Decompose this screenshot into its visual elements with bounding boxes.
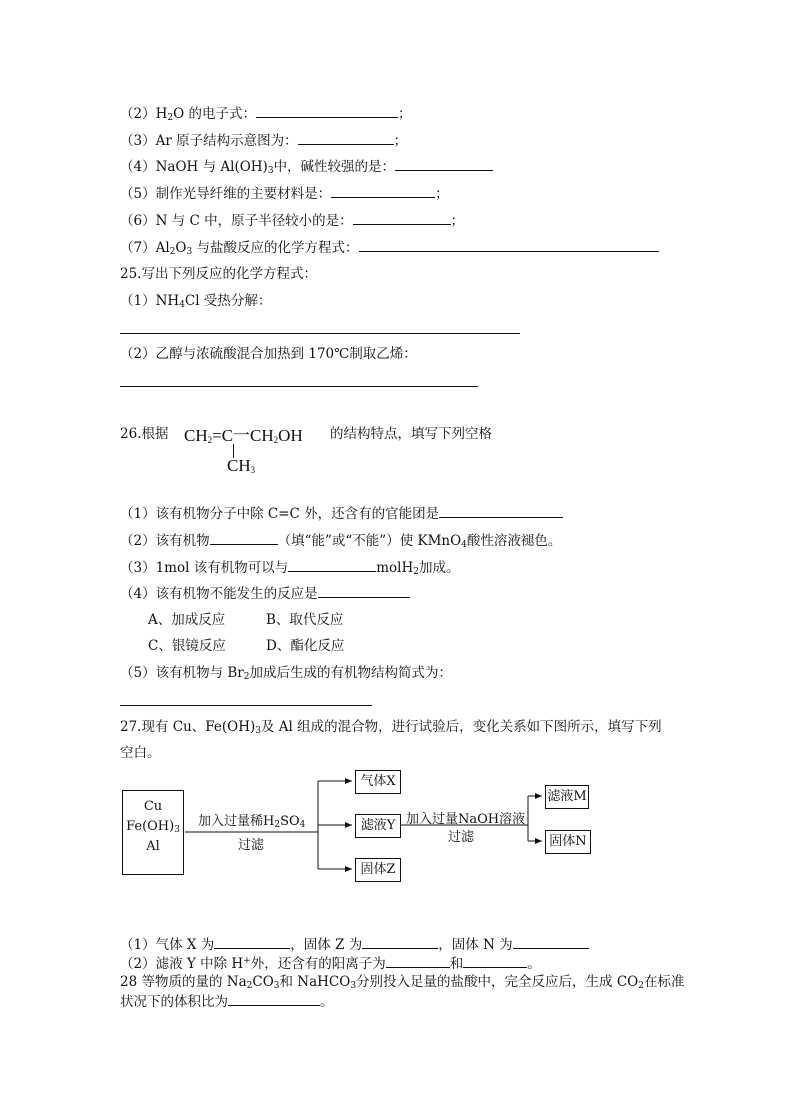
formula-part: CH xyxy=(227,456,251,475)
option-d: D、酯化反应 xyxy=(266,638,345,654)
reagent-sub: 4 xyxy=(299,820,306,830)
q26-i3-sub: 2 xyxy=(413,567,419,577)
formula-part: OH xyxy=(278,426,303,445)
q24-i7-post: 与盐酸反应的化学方程式： xyxy=(192,240,359,256)
q26-i2-mid: （填“能”或“不能”）使 KMnO xyxy=(277,533,462,549)
formula-part: CH xyxy=(184,426,208,445)
q24-i7-pre: （7）Al xyxy=(120,240,170,256)
q24-i3-text: （3）Ar 原子结构示意图为： xyxy=(120,133,298,149)
q28-line-1 xyxy=(120,973,685,991)
q27-i1-a: （1）气体 X 为 xyxy=(120,937,215,953)
answer-blank[interactable] xyxy=(362,935,438,949)
q27-line-2: 空白。 xyxy=(120,745,161,761)
q28-sub: 2 xyxy=(246,981,253,991)
q27-i1-c: ，固体 N 为 xyxy=(438,937,513,953)
reagent-sub: 2 xyxy=(274,820,281,830)
mixture-al: Al xyxy=(146,839,160,854)
solid-z-box: 固体Z xyxy=(355,858,401,882)
arrow2-reagent: 加入过量NaOH溶液 xyxy=(406,812,526,827)
mixture-feoh3 xyxy=(123,817,183,837)
q24-i5-text: （5）制作光导纤维的主要材料是： xyxy=(120,186,332,202)
q28-part: 在标准 xyxy=(644,974,685,990)
q24-i2-pre: （2）H xyxy=(120,106,168,122)
mixture-feoh-sub: 3 xyxy=(174,825,180,835)
q25-item-2: （2）乙醇与浓硫酸混合加热到 170℃制取乙烯： xyxy=(120,346,417,362)
q24-i6-text: （6）N 与 C 中，原子半径较小的是： xyxy=(120,213,353,229)
solid-n-box: 固体N xyxy=(545,830,591,854)
answer-blank[interactable] xyxy=(463,954,527,968)
formula-sub: 2 xyxy=(207,435,213,445)
mixture-feoh: Fe(OH) xyxy=(126,819,175,834)
answer-blank[interactable] xyxy=(513,935,589,949)
q24-i7-mid: O xyxy=(175,240,187,256)
q26-i1-text: （1）该有机物分子中除 C=C 外，还含有的官能团是 xyxy=(120,506,440,522)
q27-l1-post: 及 Al 组成的混合物，进行试验后，变化关系如下图所示，填写下列 xyxy=(261,719,662,735)
formula-sub: 3 xyxy=(250,465,256,475)
q28-sub: 3 xyxy=(273,981,280,991)
q24-i2-post: O 的电子式： xyxy=(173,106,256,122)
filtrate-m-box: 滤液M xyxy=(545,785,589,809)
q27-item-1 xyxy=(120,935,589,954)
q26-i5-sub: 2 xyxy=(243,672,250,682)
formula-part: =C一CH xyxy=(212,426,274,445)
q28-part: CO xyxy=(252,974,274,990)
option-c: C、银镜反应 xyxy=(148,638,226,654)
q26-title-pre: 26.根据 xyxy=(120,426,169,442)
q28-part: 和 NaHCO xyxy=(279,974,351,990)
q27-i2-a: （2）滤液 Y 中除 H xyxy=(120,956,244,972)
q24-i2-end: ； xyxy=(397,106,412,122)
q28-l2-end: 。 xyxy=(320,994,334,1010)
q27-l1-sub: 3 xyxy=(255,726,262,736)
q26-i2-sub: 4 xyxy=(461,540,467,550)
q24-i7-sub1: 2 xyxy=(169,247,176,257)
arrow1-filter: 过滤 xyxy=(238,838,265,853)
q28-l2-text: 状况下的体积比为 xyxy=(120,994,228,1010)
q28-sub: 3 xyxy=(350,981,357,991)
q28-part: 分别投入足量的盐酸中，完全反应后，生成 CO xyxy=(356,974,639,990)
q25-i1-sub: 4 xyxy=(179,300,185,310)
arrow2-filter: 过滤 xyxy=(448,830,475,845)
q28-part: 28 等物质的量的 Na xyxy=(120,974,247,990)
q24-i3-end: ； xyxy=(393,133,408,149)
q26-i5-pre: （5）该有机物与 Br xyxy=(120,665,244,681)
q24-i6-end: ； xyxy=(450,213,465,229)
gas-x-box: 气体X xyxy=(355,770,401,794)
reagent-part: 加入过量稀H xyxy=(198,814,275,829)
q24-i4-pre: （4）NaOH 与 Al(OH) xyxy=(120,159,268,175)
q24-i4-post: 中，碱性较强的是： xyxy=(273,159,396,175)
option-b: B、取代反应 xyxy=(266,612,344,628)
arrow1-reagent xyxy=(198,810,305,829)
answer-blank[interactable] xyxy=(214,935,290,949)
q26-i2-post: 酸性溶液褪色。 xyxy=(466,533,562,549)
q28-sub: 2 xyxy=(638,981,644,991)
q25-i1-post: Cl 受热分解： xyxy=(184,293,272,309)
q24-i7-sub2: 3 xyxy=(186,247,193,257)
q26-i3-post: molH xyxy=(376,560,414,576)
q24-i2-sub: 2 xyxy=(167,113,174,123)
option-a: A、加成反应 xyxy=(148,612,226,628)
q27-item-2 xyxy=(120,954,541,973)
filtrate-y-box: 滤液Y xyxy=(355,814,401,838)
q24-i5-end: ； xyxy=(435,186,449,202)
start-mixture-box xyxy=(122,790,184,875)
q27-i2-b: 外，还含有的阳离子为 xyxy=(250,956,386,972)
q26-title-post: 的结构特点，填写下列空格 xyxy=(330,426,492,442)
q27-l1-pre: 27.现有 Cu、Fe(OH) xyxy=(120,719,256,735)
reagent-part: SO xyxy=(280,814,300,829)
q26-i2-pre: （2）该有机物 xyxy=(120,533,210,549)
q26-i5-post: 加成后生成的有机物结构简式为： xyxy=(249,665,452,681)
q27-i2-d: 。 xyxy=(527,956,541,972)
q25-title: 25.写出下列反应的化学方程式： xyxy=(120,266,317,282)
q26-i3-pre: （3）1mol 该有机物可以与 xyxy=(120,560,289,576)
q26-i4-text: （4）该有机物不能发生的反应是 xyxy=(120,586,318,602)
q26-i3-post2: 加成。 xyxy=(418,560,460,576)
q25-i1-pre: （1）NH xyxy=(120,293,180,309)
answer-blank[interactable] xyxy=(228,992,320,1006)
q28-line-2 xyxy=(120,992,334,1011)
answer-blank[interactable] xyxy=(386,954,450,968)
q27-i1-b: ，固体 Z 为 xyxy=(290,937,363,953)
q27-i2-sup: + xyxy=(243,956,251,966)
q24-i4-sub: 3 xyxy=(267,166,274,176)
formula-sub: 2 xyxy=(273,435,279,445)
q27-i2-c: 和 xyxy=(449,956,464,972)
mixture-cu: Cu xyxy=(143,799,163,814)
